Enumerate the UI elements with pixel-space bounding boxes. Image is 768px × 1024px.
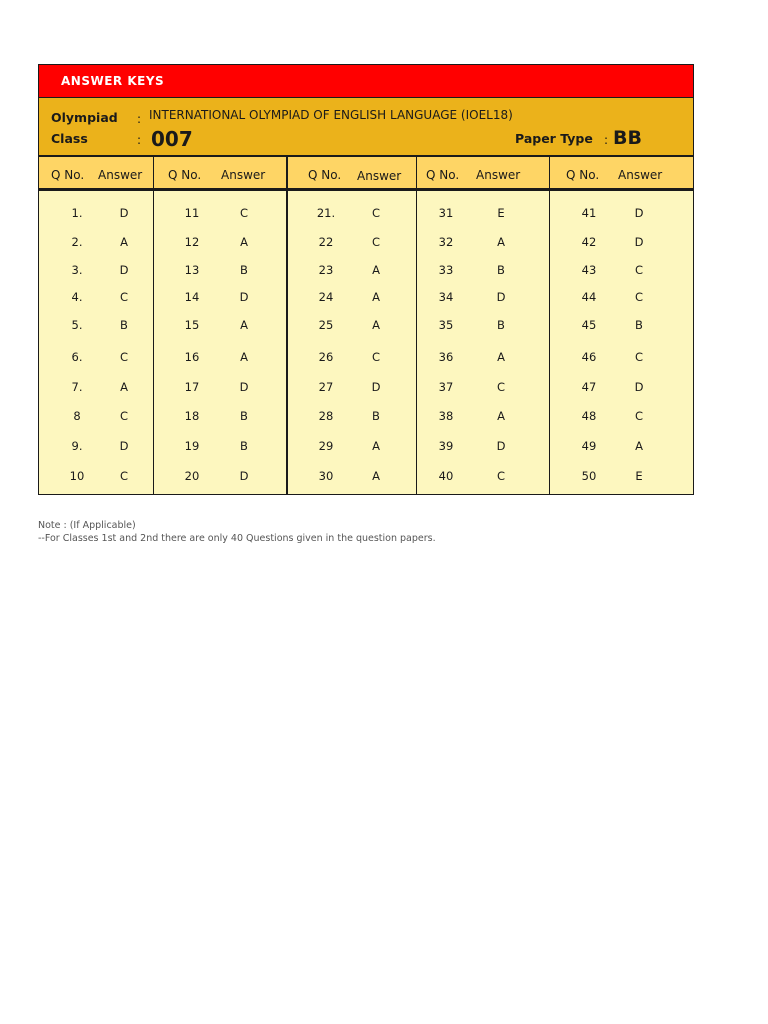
question-number: 21.: [316, 206, 336, 220]
answer-value: D: [119, 206, 129, 220]
page-title: ANSWER KEYS: [61, 74, 165, 88]
olympiad-name: INTERNATIONAL OLYMPIAD OF ENGLISH LANGUAGE (IOEL18): [149, 108, 513, 122]
question-number: 26: [318, 350, 334, 364]
column-divider: [549, 157, 550, 494]
answer-value: D: [634, 380, 644, 394]
question-number: 6.: [71, 350, 83, 364]
header-answer-1: Answer: [98, 168, 143, 182]
question-number: 48: [581, 409, 597, 423]
answer-value: C: [119, 469, 129, 483]
answer-value: C: [496, 469, 506, 483]
header-qno-5: Q No.: [566, 168, 600, 182]
question-number: 50: [581, 469, 597, 483]
answer-value: A: [497, 409, 505, 423]
column-divider: [416, 157, 417, 494]
header-answer-4: Answer: [476, 168, 521, 182]
question-number: 17: [184, 380, 200, 394]
paper-type-colon: :: [604, 133, 609, 147]
question-number: 39: [438, 439, 454, 453]
answer-value: C: [371, 206, 381, 220]
answer-value: D: [239, 290, 249, 304]
answer-value: B: [240, 263, 248, 277]
question-number: 18: [184, 409, 200, 423]
column-header-row: [39, 157, 693, 191]
answer-value: D: [239, 380, 249, 394]
class-label: Class: [51, 131, 88, 146]
answer-value: D: [119, 439, 129, 453]
answer-value: B: [497, 263, 505, 277]
question-number: 3.: [71, 263, 83, 277]
question-number: 20: [184, 469, 200, 483]
question-number: 40: [438, 469, 454, 483]
question-number: 25: [318, 318, 334, 332]
olympiad-colon: :: [137, 112, 142, 126]
answer-value: D: [634, 235, 644, 249]
answer-value: A: [120, 235, 128, 249]
header-qno-1: Q No.: [51, 168, 85, 182]
question-number: 29: [318, 439, 334, 453]
question-number: 32: [438, 235, 454, 249]
answer-value: B: [372, 409, 380, 423]
answer-value: C: [634, 263, 644, 277]
answer-value: C: [634, 409, 644, 423]
question-number: 30: [318, 469, 334, 483]
answer-value: D: [496, 439, 506, 453]
question-number: 43: [581, 263, 597, 277]
answer-value: E: [497, 206, 505, 220]
header-qno-3: Q No.: [308, 168, 342, 182]
question-number: 23: [318, 263, 334, 277]
question-number: 22: [318, 235, 334, 249]
answer-value: A: [240, 350, 248, 364]
question-number: 35: [438, 318, 454, 332]
olympiad-label: Olympiad: [51, 110, 118, 125]
answer-value: D: [119, 263, 129, 277]
column-divider: [286, 157, 288, 494]
question-number: 46: [581, 350, 597, 364]
answer-value: D: [371, 380, 381, 394]
note-heading: Note : (If Applicable): [38, 520, 136, 531]
question-number: 44: [581, 290, 597, 304]
answer-value: A: [497, 235, 505, 249]
title-bar: [39, 65, 693, 98]
question-number: 15: [184, 318, 200, 332]
answer-value: B: [120, 318, 128, 332]
answer-value: E: [635, 469, 643, 483]
question-number: 45: [581, 318, 597, 332]
question-number: 38: [438, 409, 454, 423]
answer-value: C: [496, 380, 506, 394]
question-number: 34: [438, 290, 454, 304]
answer-value: A: [372, 318, 380, 332]
paper-type-label: Paper Type: [515, 131, 593, 146]
question-number: 7.: [71, 380, 83, 394]
question-number: 49: [581, 439, 597, 453]
answer-value: D: [239, 469, 249, 483]
answer-value: B: [497, 318, 505, 332]
question-number: 24: [318, 290, 334, 304]
answer-key-table: [38, 64, 694, 495]
answer-value: A: [240, 318, 248, 332]
question-number: 27: [318, 380, 334, 394]
question-number: 14: [184, 290, 200, 304]
answer-value: A: [497, 350, 505, 364]
header-answer-5: Answer: [618, 168, 663, 182]
answer-value: A: [120, 380, 128, 394]
question-number: 9.: [71, 439, 83, 453]
question-number: 5.: [71, 318, 83, 332]
header-answer-2: Answer: [221, 168, 266, 182]
answer-value: C: [119, 290, 129, 304]
answer-value: A: [372, 263, 380, 277]
answer-value: C: [119, 350, 129, 364]
question-number: 36: [438, 350, 454, 364]
question-number: 37: [438, 380, 454, 394]
answer-value: A: [635, 439, 643, 453]
answer-value: A: [372, 469, 380, 483]
question-number: 16: [184, 350, 200, 364]
header-qno-4: Q No.: [426, 168, 460, 182]
question-number: 10: [69, 469, 85, 483]
info-band: [39, 98, 693, 157]
question-number: 2.: [71, 235, 83, 249]
question-number: 13: [184, 263, 200, 277]
answer-value: C: [634, 350, 644, 364]
question-number: 33: [438, 263, 454, 277]
class-colon: :: [137, 133, 142, 147]
class-value: 007: [151, 127, 193, 151]
question-number: 4.: [71, 290, 83, 304]
answer-value: C: [119, 409, 129, 423]
question-number: 42: [581, 235, 597, 249]
answer-value: A: [372, 290, 380, 304]
answer-value: D: [634, 206, 644, 220]
question-number: 12: [184, 235, 200, 249]
question-number: 11: [184, 206, 200, 220]
question-number: 47: [581, 380, 597, 394]
answer-value: B: [240, 439, 248, 453]
column-divider: [153, 157, 154, 494]
header-answer-3: Answer: [357, 169, 402, 183]
header-qno-2: Q No.: [168, 168, 202, 182]
answer-value: D: [496, 290, 506, 304]
question-number: 19: [184, 439, 200, 453]
question-number: 28: [318, 409, 334, 423]
answer-value: C: [239, 206, 249, 220]
question-number: 8: [73, 409, 81, 423]
answer-value: C: [371, 350, 381, 364]
answer-value: A: [372, 439, 380, 453]
question-number: 1.: [71, 206, 83, 220]
answer-value: C: [634, 290, 644, 304]
question-number: 31: [438, 206, 454, 220]
paper-type-value: BB: [613, 127, 642, 149]
answer-value: B: [635, 318, 643, 332]
note-text: --For Classes 1st and 2nd there are only 40 Questions given in the question papers.: [38, 533, 436, 544]
answer-value: C: [371, 235, 381, 249]
answer-value: A: [240, 235, 248, 249]
answer-value: B: [240, 409, 248, 423]
question-number: 41: [581, 206, 597, 220]
